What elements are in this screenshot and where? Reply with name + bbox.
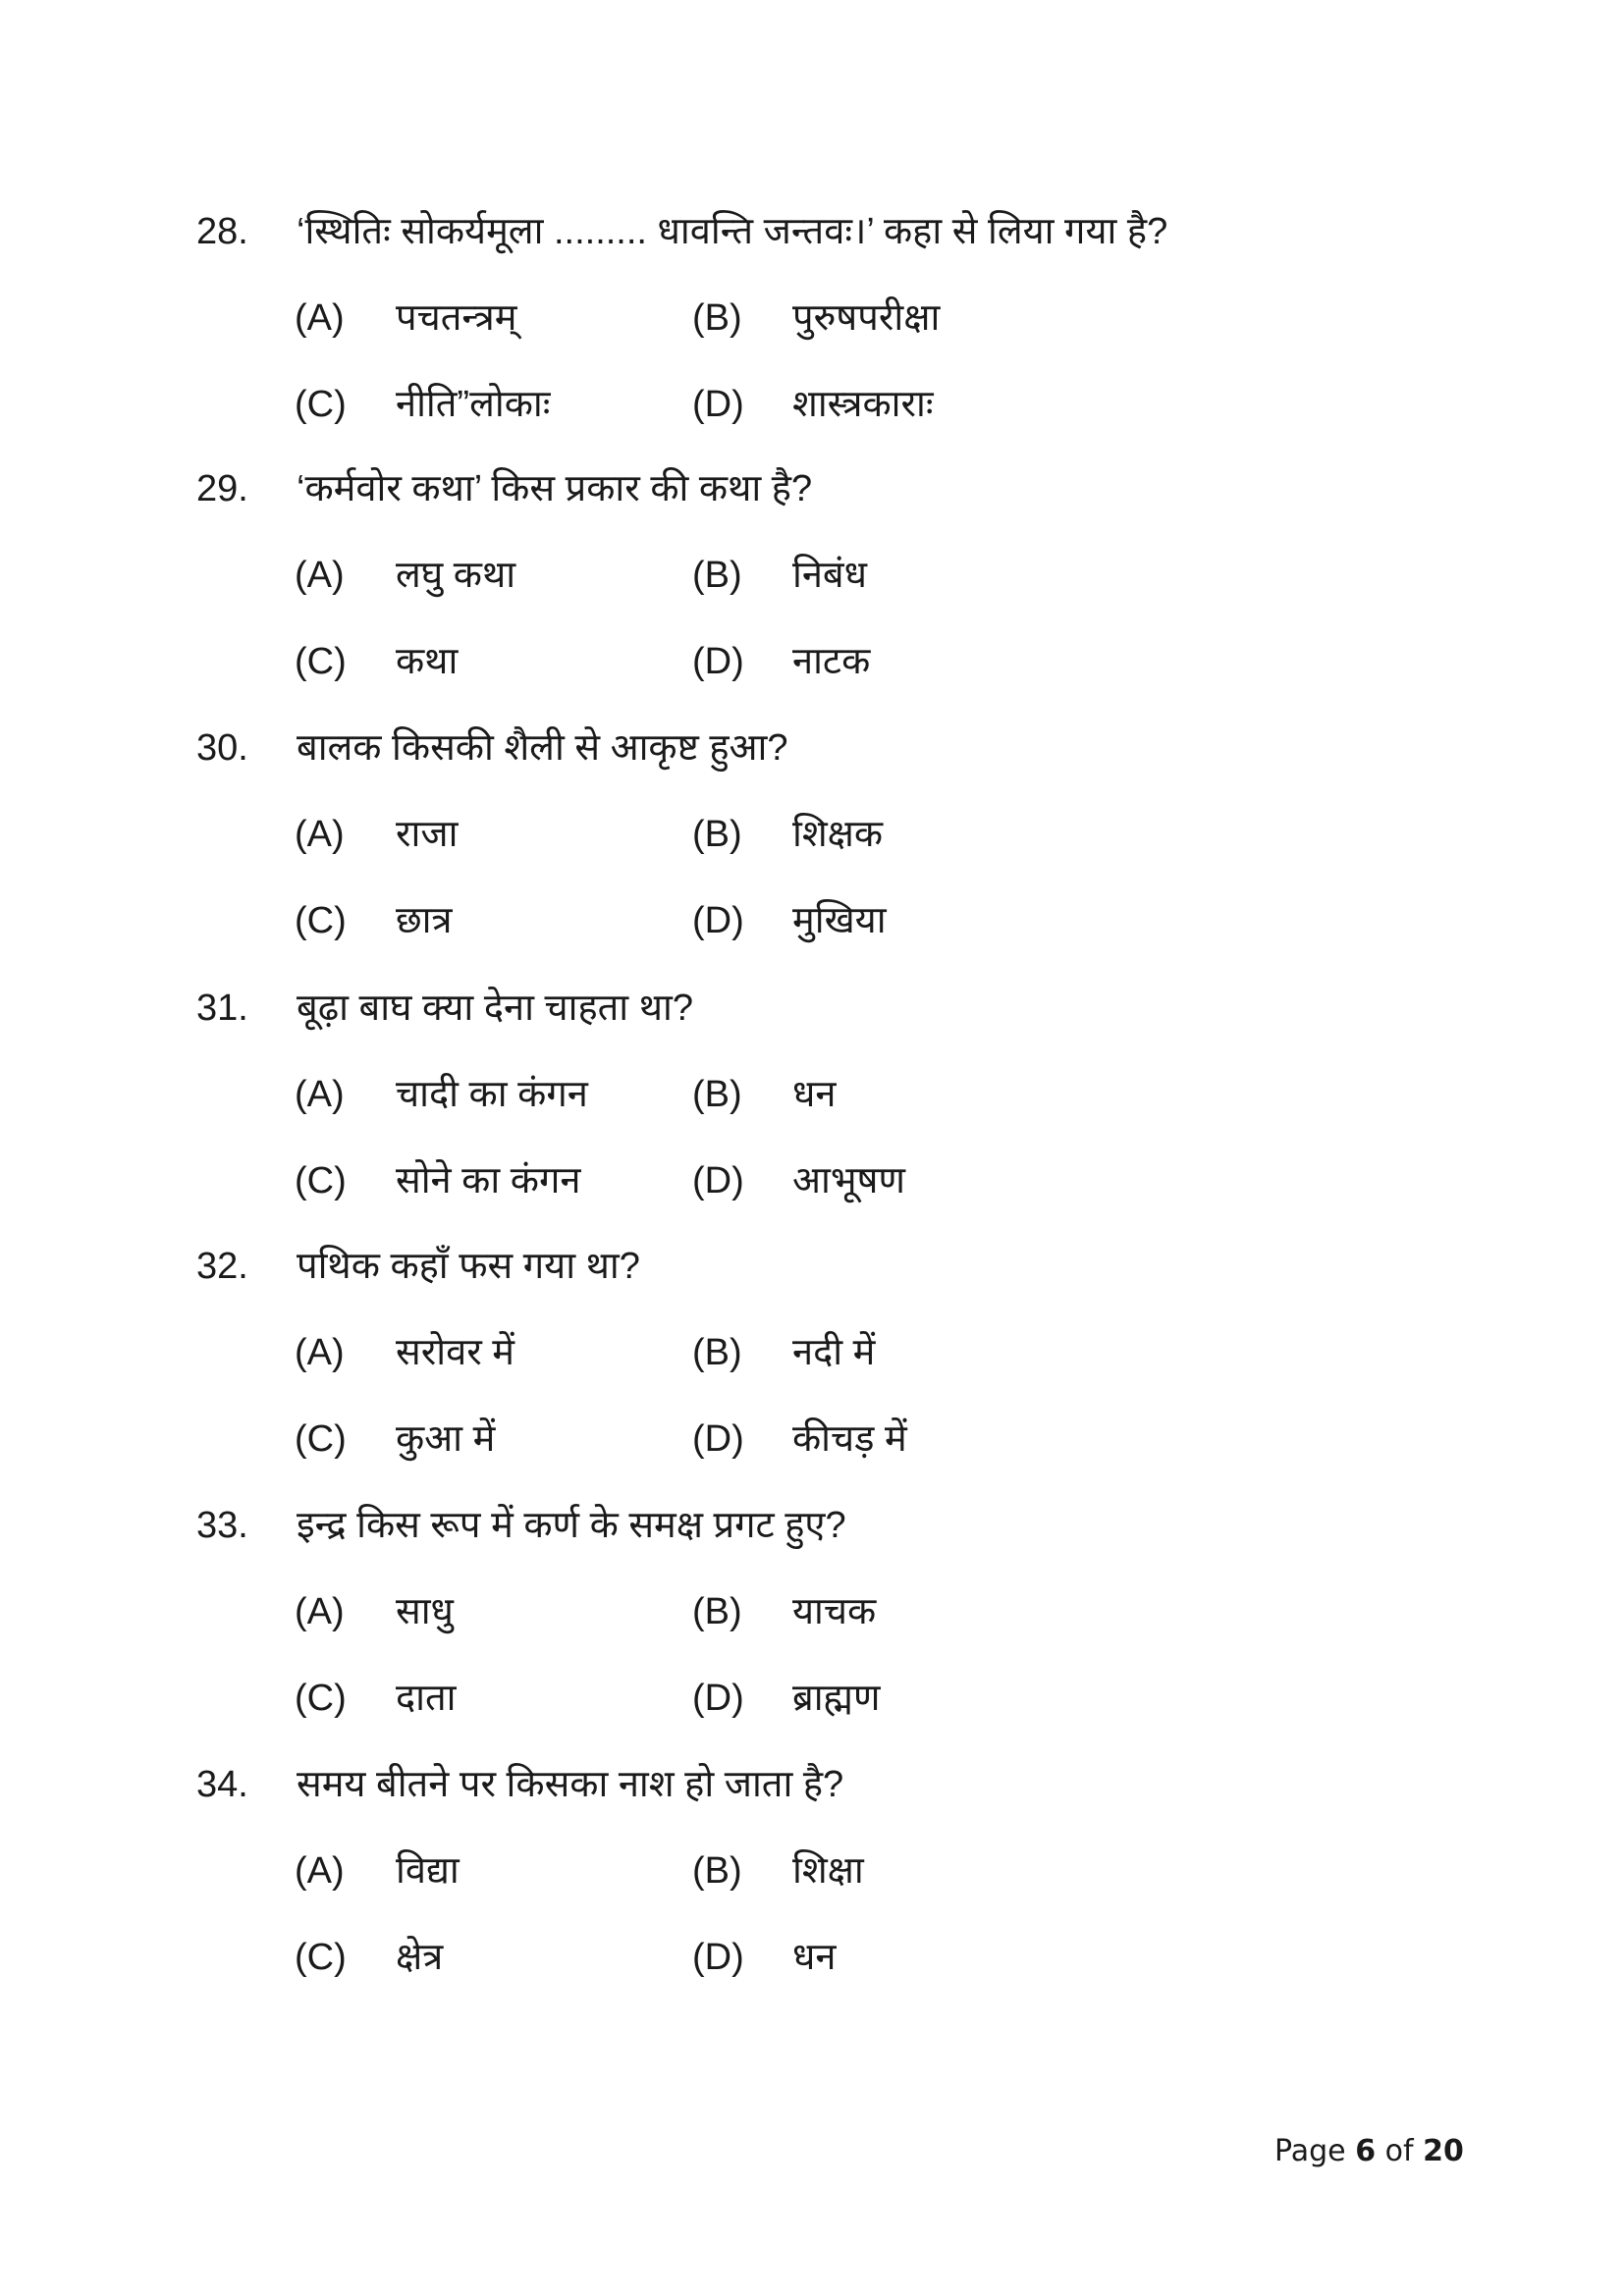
option-label: (D) [692, 1160, 744, 1201]
option-text: नदी में [792, 1332, 876, 1373]
question-number: 30. [196, 727, 248, 769]
question-text: बूढ़ा बाघ क्या देना चाहता था? [297, 988, 693, 1029]
question-text: बालक किसकी शैली से आकृष्ट हुआ? [297, 727, 788, 769]
option-text: याचक [792, 1591, 877, 1632]
option-label: (B) [692, 297, 742, 339]
of-word: of [1384, 2134, 1414, 2168]
question-number: 31. [196, 988, 248, 1029]
option-label: (B) [692, 814, 742, 855]
option-label: (B) [692, 1850, 742, 1892]
option-text: नाटक [792, 641, 871, 682]
question-29 [0, 465, 1624, 724]
option-label: (A) [295, 814, 345, 855]
option-text: क्षेत्र [396, 1937, 444, 1978]
option-label: (A) [295, 1850, 345, 1892]
option-label: (B) [692, 1591, 742, 1632]
page-number: 6 [1355, 2134, 1377, 2168]
option-text: साधु [396, 1591, 454, 1632]
option-text: लघु कथा [396, 555, 516, 596]
option-text: सरोवर में [396, 1332, 515, 1373]
option-text: कुआ में [396, 1418, 496, 1460]
question-text: ‘कर्मवोर कथा’ किस प्रकार की कथा है? [297, 468, 813, 509]
option-label: (D) [692, 900, 744, 941]
option-text: दाता [396, 1678, 457, 1719]
option-text: राजा [396, 814, 459, 855]
question-34 [0, 1761, 1624, 2020]
option-label: (C) [295, 1160, 347, 1201]
option-text: मुखिया [792, 900, 887, 941]
option-label: (A) [295, 1332, 345, 1373]
option-text: शिक्षक [792, 814, 884, 855]
question-text: ‘स्थितिः सोकर्यमूला ......... धावन्ति जन्तवः।’ कहा से लिया गया है? [297, 211, 1168, 252]
option-label: (C) [295, 641, 347, 682]
option-label: (A) [295, 1591, 345, 1632]
question-30 [0, 724, 1624, 984]
page-word: Page [1274, 2134, 1346, 2168]
option-label: (C) [295, 1678, 347, 1719]
question-32 [0, 1243, 1624, 1502]
option-label: (D) [692, 1678, 744, 1719]
page-footer [1274, 2134, 1464, 2168]
option-text: नीति”लोकाः [396, 384, 551, 425]
question-28 [0, 208, 1624, 467]
option-label: (B) [692, 555, 742, 596]
option-text: पचतन्त्रम् [396, 297, 517, 339]
option-text: विद्या [396, 1850, 460, 1892]
option-text: धन [792, 1074, 837, 1115]
page-total: 20 [1423, 2134, 1464, 2168]
option-text: ब्राह्मण [792, 1678, 881, 1719]
option-text: निबंध [792, 555, 868, 596]
question-text: इन्द्र किस रूप में कर्ण के समक्ष प्रगट हुए? [297, 1505, 846, 1546]
option-label: (C) [295, 1937, 347, 1978]
option-label: (C) [295, 900, 347, 941]
option-text: चादी का कंगन [396, 1074, 588, 1115]
question-31 [0, 985, 1624, 1244]
option-text: धन [792, 1937, 837, 1978]
question-number: 33. [196, 1505, 248, 1546]
option-text: आभूषण [792, 1160, 905, 1201]
question-number: 32. [196, 1246, 248, 1287]
question-number: 34. [196, 1764, 248, 1805]
option-label: (A) [295, 555, 345, 596]
option-text: सोने का कंगन [396, 1160, 581, 1201]
option-label: (D) [692, 1418, 744, 1460]
option-label: (A) [295, 1074, 345, 1115]
option-text: पुरुषपरीक्षा [792, 297, 941, 339]
question-33 [0, 1502, 1624, 1761]
option-label: (A) [295, 297, 345, 339]
question-text: पथिक कहाँ फस गया था? [297, 1246, 640, 1287]
question-number: 29. [196, 468, 248, 509]
option-label: (B) [692, 1332, 742, 1373]
option-text: छात्र [396, 900, 453, 941]
option-text: शिक्षा [792, 1850, 864, 1892]
option-text: शास्त्रकाराः [792, 384, 934, 425]
option-label: (D) [692, 1937, 744, 1978]
option-label: (C) [295, 384, 347, 425]
option-label: (B) [692, 1074, 742, 1115]
option-text: कीचड़ में [792, 1418, 907, 1460]
question-number: 28. [196, 211, 248, 252]
option-label: (D) [692, 641, 744, 682]
option-text: कथा [396, 641, 459, 682]
option-label: (C) [295, 1418, 347, 1460]
question-text: समय बीतने पर किसका नाश हो जाता है? [297, 1764, 844, 1805]
option-label: (D) [692, 384, 744, 425]
